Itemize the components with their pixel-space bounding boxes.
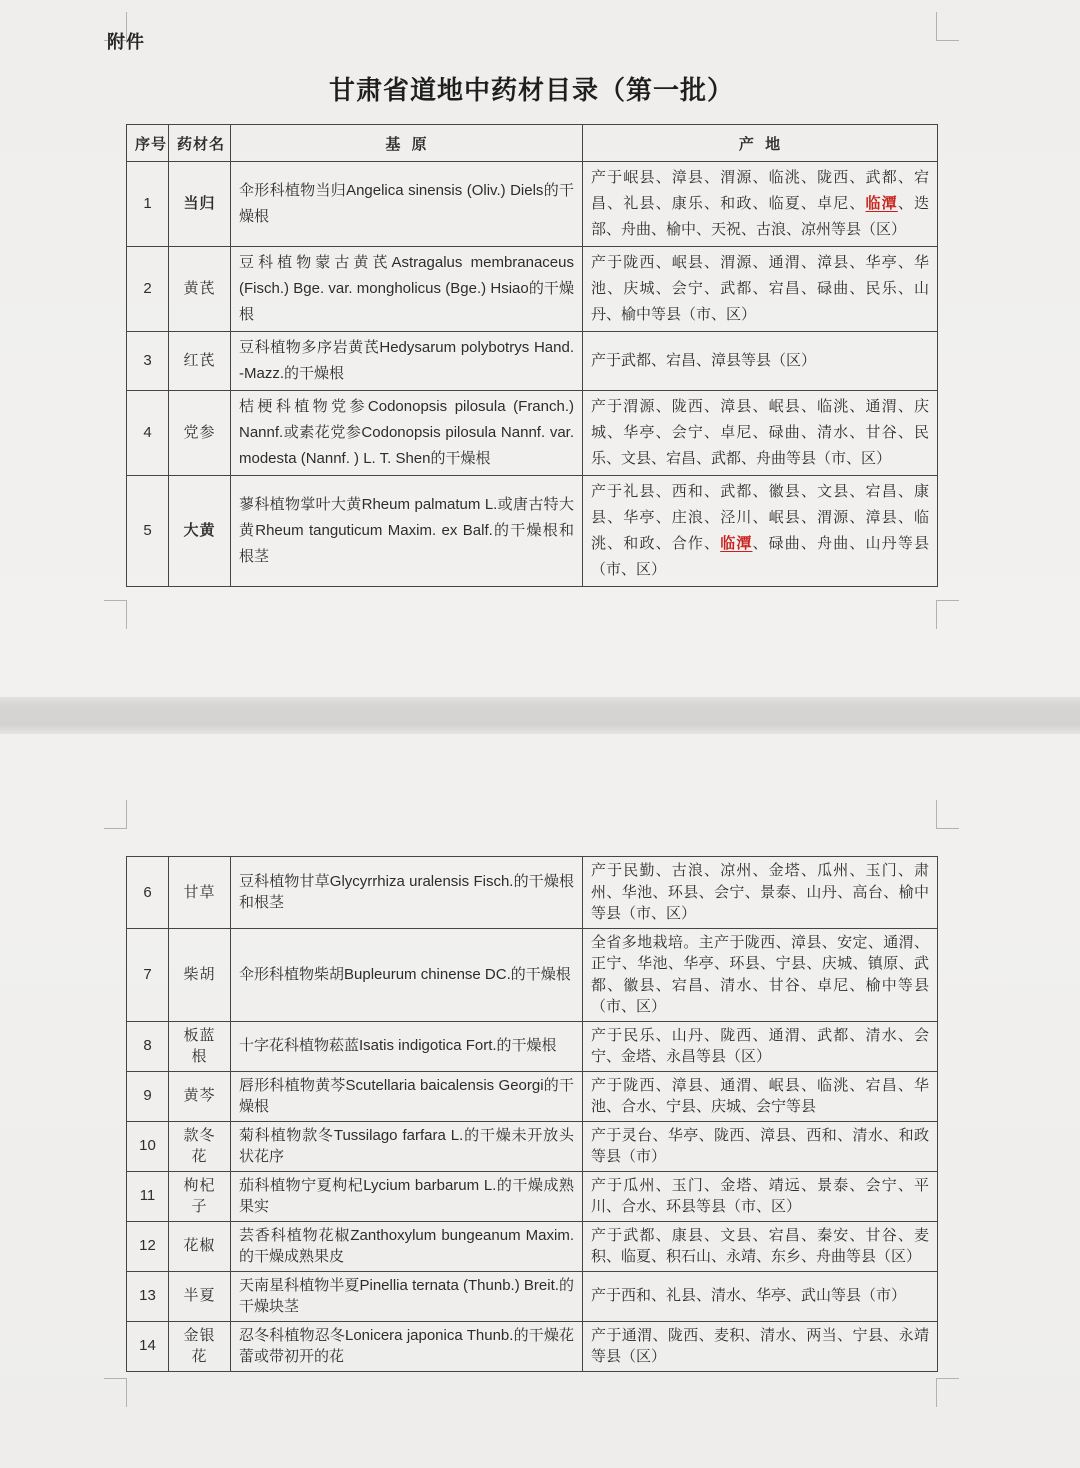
base-origin-cell: 蓼科植物掌叶大黄Rheum palmatum L.或唐古特大黄Rheum tanguticum Maxim. ex Balf.的干燥根和根茎 (231, 476, 583, 587)
crop-mark-page2-top-right (936, 800, 959, 829)
base-origin-cell: 伞形科植物当归Angelica sinensis (Oliv.) Diels的干燥根 (231, 162, 583, 247)
production-area-cell (583, 857, 938, 929)
header-serial-number: 序号 (127, 125, 169, 162)
production-area-cell (583, 1071, 938, 1121)
production-area-cell (583, 476, 938, 587)
row-number-cell: 10 (127, 1121, 169, 1171)
herb-name-cell: 甘草 (169, 857, 231, 929)
base-origin-cell: 唇形科植物黄芩Scutellaria baicalensis Georgi的干燥根 (231, 1071, 583, 1121)
attachment-label: 附件 (107, 32, 145, 52)
production-area-cell (583, 1221, 938, 1271)
table-row (127, 1021, 938, 1071)
row-number-cell: 12 (127, 1221, 169, 1271)
row-number-cell: 1 (127, 162, 169, 247)
row-number-cell: 6 (127, 857, 169, 929)
table-row (127, 332, 938, 391)
base-origin-cell: 豆科植物蒙古黄芪Astragalus membranaceus (Fisch.) Bge. var. mongholicus (Bge.) Hsiao的干燥根 (231, 247, 583, 332)
herb-name-cell: 款冬花 (169, 1121, 231, 1171)
row-number-cell: 14 (127, 1321, 169, 1371)
production-area-text: 产于武都、康县、文县、宕昌、秦安、甘谷、麦积、临夏、积石山、永靖、东乡、舟曲等县（区） (591, 1226, 929, 1265)
highlighted-place-name: 临潭 (720, 535, 753, 552)
crop-mark-page2-bottom-right (936, 1378, 959, 1407)
table-row (127, 928, 938, 1021)
production-area-text: 产于瓜州、玉门、金塔、靖远、景泰、会宁、平川、合水、环县等县（市、区） (591, 1176, 929, 1215)
herb-name-cell: 红芪 (169, 332, 231, 391)
table-row (127, 857, 938, 929)
base-origin-cell: 忍冬科植物忍冬Lonicera japonica Thunb.的干燥花蕾或带初开的花 (231, 1321, 583, 1371)
herb-catalog-table-page1 (126, 124, 938, 587)
header-herb-name: 药材名 (169, 125, 231, 162)
production-area-text: 产于礼县、西和、武都、徽县、文县、宕昌、康县、华亭、庄浪、泾川、岷县、渭源、漳县、临洮、和政、合作、 (591, 483, 929, 552)
production-area-text: 、迭部、舟曲、榆中、天祝、古浪、凉州等县（区） (591, 195, 929, 238)
production-area-text: 产于陇西、岷县、渭源、通渭、漳县、华亭、华池、庆城、会宁、武都、宕昌、碌曲、民乐、山丹、榆中等县（市、区） (591, 254, 929, 323)
table-row (127, 476, 938, 587)
base-origin-cell: 茄科植物宁夏枸杞Lycium barbarum L.的干燥成熟果实 (231, 1171, 583, 1221)
production-area-text: 产于陇西、漳县、通渭、岷县、临洮、宕昌、华池、合水、宁县、庆城、会宁等县 (591, 1076, 929, 1115)
herb-name-cell: 大黄 (169, 476, 231, 587)
production-area-text: 产于灵台、华亭、陇西、漳县、西和、清水、和政等县（市） (591, 1126, 929, 1165)
herb-name-cell: 柴胡 (169, 928, 231, 1021)
herb-name-cell: 黄芩 (169, 1071, 231, 1121)
crop-mark-page2-bottom-left (104, 1378, 127, 1407)
table-row (127, 1121, 938, 1171)
production-area-cell (583, 332, 938, 391)
herb-name-cell: 当归 (169, 162, 231, 247)
herb-name-cell: 枸杞子 (169, 1171, 231, 1221)
production-area-text: 产于西和、礼县、清水、华亭、武山等县（市） (591, 1287, 907, 1305)
production-area-cell (583, 1021, 938, 1071)
row-number-cell: 13 (127, 1271, 169, 1321)
production-area-cell (583, 1321, 938, 1371)
row-number-cell: 9 (127, 1071, 169, 1121)
table-row (127, 247, 938, 332)
base-origin-cell: 芸香科植物花椒Zanthoxylum bungeanum Maxim.的干燥成熟果皮 (231, 1221, 583, 1271)
base-origin-cell: 豆科植物多序岩黄芪Hedysarum polybotrys Hand. -Mazz.的干燥根 (231, 332, 583, 391)
table-row (127, 1221, 938, 1271)
base-origin-cell: 十字花科植物菘蓝Isatis indigotica Fort.的干燥根 (231, 1021, 583, 1071)
crop-mark-page1-bottom-right (936, 600, 959, 629)
herb-name-cell: 金银花 (169, 1321, 231, 1371)
base-origin-cell: 伞形科植物柴胡Bupleurum chinense DC.的干燥根 (231, 928, 583, 1021)
crop-mark-page1-top-right (936, 12, 959, 41)
production-area-cell (583, 247, 938, 332)
production-area-cell (583, 1121, 938, 1171)
table-row (127, 162, 938, 247)
base-origin-cell: 桔梗科植物党参Codonopsis pilosula (Franch.) Nannf.或素花党参Codonopsis pilosula Nannf. var. modesta (Nannf. ) L. T. Shen的干燥根 (231, 391, 583, 476)
herb-name-cell: 花椒 (169, 1221, 231, 1271)
row-number-cell: 2 (127, 247, 169, 332)
production-area-cell (583, 391, 938, 476)
herb-catalog-table-page2 (126, 856, 938, 1372)
production-area-cell (583, 928, 938, 1021)
production-area-text: 产于武都、宕昌、漳县等县（区） (591, 352, 817, 369)
crop-mark-page2-top-left (104, 800, 127, 829)
production-area-cell (583, 1171, 938, 1221)
herb-name-cell: 党参 (169, 391, 231, 476)
highlighted-place-name: 临潭 (865, 195, 898, 212)
herb-name-cell: 黄芪 (169, 247, 231, 332)
row-number-cell: 7 (127, 928, 169, 1021)
production-area-cell (583, 1271, 938, 1321)
herb-name-cell: 板蓝根 (169, 1021, 231, 1071)
row-number-cell: 3 (127, 332, 169, 391)
base-origin-cell: 天南星科植物半夏Pinellia ternata (Thunb.) Breit.的干燥块茎 (231, 1271, 583, 1321)
header-production-area: 产 地 (583, 125, 938, 162)
production-area-text: 产于通渭、陇西、麦积、清水、两当、宁县、永靖等县（区） (591, 1326, 929, 1365)
production-area-text: 、碌曲、舟曲、山丹等县（市、区） (591, 535, 929, 578)
header-base-origin: 基 原 (231, 125, 583, 162)
production-area-text: 产于民勤、古浪、凉州、金塔、瓜州、玉门、肃州、华池、环县、会宁、景泰、山丹、高台、榆中等县（市、区） (591, 862, 929, 922)
production-area-text: 全省多地栽培。主产于陇西、漳县、安定、通渭、正宁、华池、华亭、环县、宁县、庆城、镇原、武都、徽县、宕昌、清水、甘谷、卓尼、榆中等县（市、区） (591, 933, 929, 1015)
production-area-cell (583, 162, 938, 247)
page-separator (0, 697, 1080, 734)
base-origin-cell: 豆科植物甘草Glycyrrhiza uralensis Fisch.的干燥根和根茎 (231, 857, 583, 929)
row-number-cell: 8 (127, 1021, 169, 1071)
table-row (127, 1071, 938, 1121)
table-header-row (127, 125, 938, 162)
table-row (127, 391, 938, 476)
herb-name-cell: 半夏 (169, 1271, 231, 1321)
row-number-cell: 4 (127, 391, 169, 476)
page-title: 甘肃省道地中药材目录（第一批） (328, 75, 734, 105)
production-area-text: 产于渭源、陇西、漳县、岷县、临洮、通渭、庆城、华亭、会宁、卓尼、碌曲、清水、甘谷、民乐、文县、宕昌、武都、舟曲等县（市、区） (591, 398, 929, 467)
base-origin-cell: 菊科植物款冬Tussilago farfara L.的干燥未开放头状花序 (231, 1121, 583, 1171)
table-row (127, 1321, 938, 1371)
row-number-cell: 11 (127, 1171, 169, 1221)
crop-mark-page1-bottom-left (104, 600, 127, 629)
table-row (127, 1271, 938, 1321)
production-area-text: 产于民乐、山丹、陇西、通渭、武都、清水、会宁、金塔、永昌等县（区） (591, 1026, 929, 1065)
production-area-text: 产于岷县、漳县、渭源、临洮、陇西、武都、宕昌、礼县、康乐、和政、临夏、卓尼、 (591, 169, 929, 212)
table-row (127, 1171, 938, 1221)
row-number-cell: 5 (127, 476, 169, 587)
